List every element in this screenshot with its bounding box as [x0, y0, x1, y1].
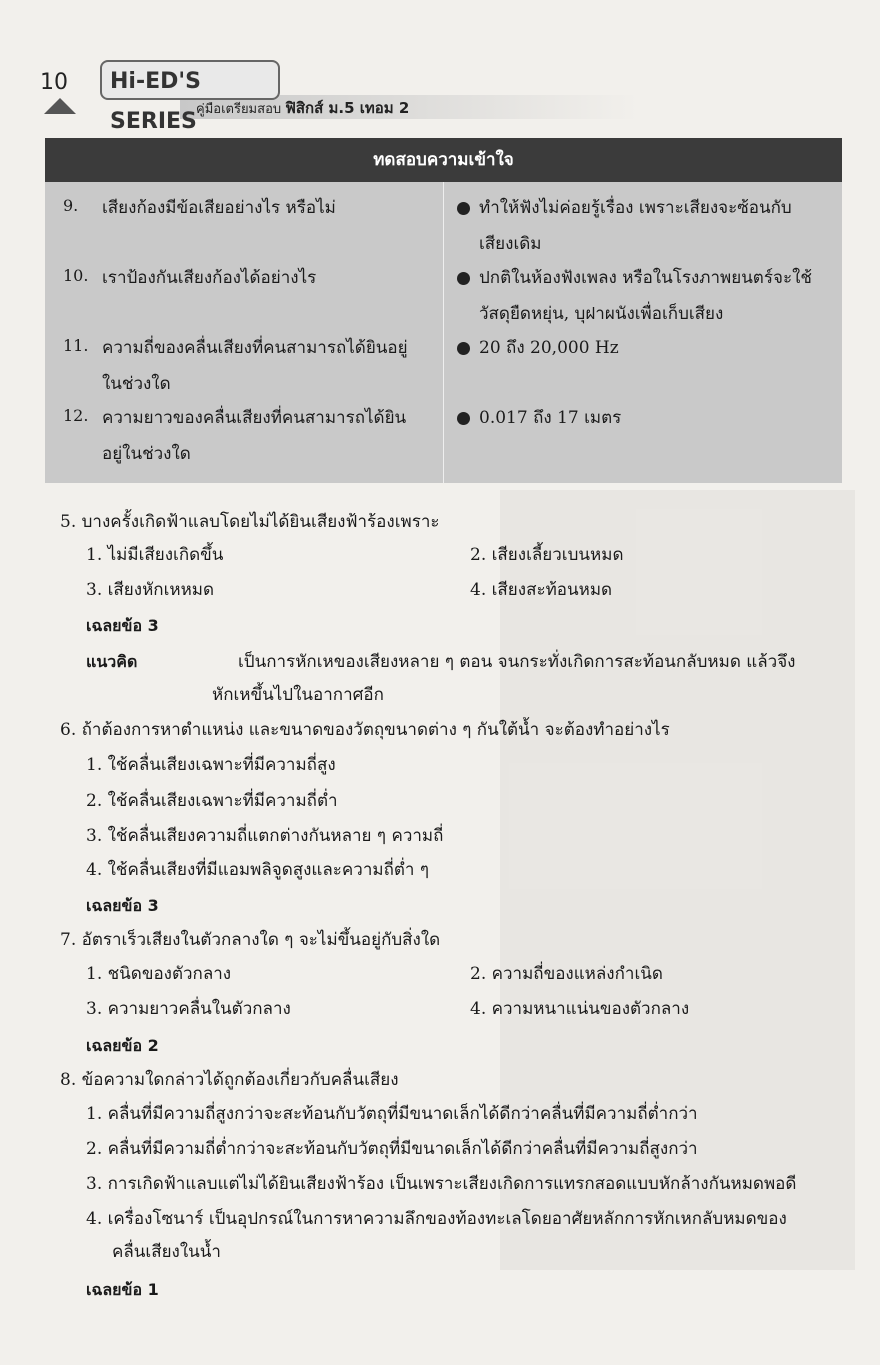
question-option: 3. เสียงหักเหหมด	[86, 580, 215, 600]
question-option: 4. ความหนาแน่นของตัวกลาง	[470, 999, 690, 1019]
quiz-box	[45, 138, 842, 483]
series-logo: Hi-ED'S SERIES	[100, 60, 280, 100]
answer-key: เฉลยข้อ 3	[86, 616, 159, 635]
question-stem: 5. บางครั้งเกิดฟ้าแลบโดยไม่ได้ยินเสียงฟ้าร้องเพราะ	[60, 512, 440, 532]
quiz-answer-line: วัสดุยืดหยุ่น, บุฝาผนังเพื่อเก็บเสียง	[479, 304, 724, 324]
question-option: 1. ไม่มีเสียงเกิดขึ้น	[86, 545, 224, 565]
quiz-question-line: อยู่ในช่วงใด	[102, 444, 191, 464]
bullet-icon	[457, 412, 470, 425]
question-option: 2. เสียงเลี้ยวเบนหมด	[470, 545, 624, 565]
quiz-question	[102, 190, 442, 226]
question-option: 4. เสียงสะท้อนหมด	[470, 580, 613, 600]
quiz-question-line: ในช่วงใด	[102, 374, 171, 394]
question-stem: 6. ถ้าต้องการหาตำแหน่ง และขนาดของวัตถุขนาดต่าง ๆ กันใต้น้ำ จะต้องทำอย่างไร	[60, 720, 670, 740]
question-option-continued: คลื่นเสียงในน้ำ	[112, 1242, 221, 1262]
quiz-answer-line: ทำให้ฟังไม่ค่อยรู้เรื่อง เพราะเสียงจะซ้อนกับ	[479, 198, 792, 218]
question-option: 2. ความถี่ของแหล่งกำเนิด	[470, 964, 663, 984]
quiz-answer-line: เสียงเดิม	[479, 234, 542, 254]
question-option: 3. ความยาวคลื่นในตัวกลาง	[86, 999, 291, 1019]
question-option: 3. ใช้คลื่นเสียงความถี่แตกต่างกันหลาย ๆ ความถี่	[86, 826, 444, 846]
quiz-question	[102, 260, 442, 296]
question-option: 1. ชนิดของตัวกลาง	[86, 964, 232, 984]
guide-text: หักเหขึ้นไปในอากาศอีก	[212, 685, 384, 705]
quiz-question	[102, 330, 442, 402]
question-stem: 7. อัตราเร็วเสียงในตัวกลางใด ๆ จะไม่ขึ้นอยู่กับสิ่งใด	[60, 930, 441, 950]
quiz-row-number: 12.	[63, 406, 89, 425]
quiz-heading: ทดสอบความเข้าใจ	[45, 138, 842, 182]
triangle-icon	[44, 98, 76, 114]
guide-text: เป็นการหักเหของเสียงหลาย ๆ ตอน จนกระทั่งเกิดการสะท้อนกลับหมด แล้วจึง	[238, 652, 796, 672]
quiz-question-line: ความยาวของคลื่นเสียงที่คนสามารถได้ยิน	[102, 408, 407, 428]
quiz-question-line: ความถี่ของคลื่นเสียงที่คนสามารถได้ยินอยู่	[102, 338, 408, 358]
question-option: 4. ใช้คลื่นเสียงที่มีแอมพลิจูดสูงและความถี่ต่ำ ๆ	[86, 860, 429, 880]
bullet-icon	[457, 272, 470, 285]
quiz-answer-line: ปกติในห้องฟังเพลง หรือในโรงภาพยนตร์จะใช้	[479, 268, 812, 288]
quiz-answer	[457, 400, 837, 436]
question-option: 3. การเกิดฟ้าแลบแต่ไม่ได้ยินเสียงฟ้าร้อง เป็นเพราะเสียงเกิดการแทรกสอดแบบหักล้างกันหมดพอดี	[86, 1174, 797, 1194]
quiz-answer-line: 0.017 ถึง 17 เมตร	[479, 408, 622, 428]
quiz-divider	[443, 182, 444, 483]
guide-label: แนวคิด	[86, 652, 138, 671]
quiz-row-number: 9.	[63, 196, 79, 215]
question-option: 2. ใช้คลื่นเสียงเฉพาะที่มีความถี่ต่ำ	[86, 791, 338, 811]
question-option: 4. เครื่องโซนาร์ เป็นอุปกรณ์ในการหาความลึกของท้องทะเลโดยอาศัยหลักการหักเหกลับหมดของ	[86, 1209, 787, 1229]
answer-key: เฉลยข้อ 3	[86, 896, 159, 915]
book-subtitle-prefix: คู่มือเตรียมสอบ	[196, 102, 282, 117]
quiz-answer	[457, 330, 837, 366]
quiz-answer	[457, 260, 837, 332]
question-option: 2. คลื่นที่มีความถี่ต่ำกว่าจะสะท้อนกับวัตถุที่มีขนาดเล็กได้ดีกว่าคลื่นที่มีความถี่สูงกว่า	[86, 1139, 698, 1159]
quiz-answer-line: 20 ถึง 20,000 Hz	[479, 338, 619, 358]
question-option: 1. ใช้คลื่นเสียงเฉพาะที่มีความถี่สูง	[86, 755, 336, 775]
quiz-question-line: เสียงก้องมีข้อเสียอย่างไร หรือไม่	[102, 198, 336, 218]
quiz-row-number: 10.	[63, 266, 89, 285]
quiz-question	[102, 400, 442, 472]
answer-key: เฉลยข้อ 1	[86, 1280, 159, 1299]
page-header	[0, 0, 880, 134]
book-subtitle-main: ฟิสิกส์ ม.5 เทอม 2	[285, 99, 410, 117]
quiz-row-number: 11.	[63, 336, 89, 355]
quiz-question-line: เราป้องกันเสียงก้องได้อย่างไร	[102, 268, 317, 288]
bullet-icon	[457, 342, 470, 355]
page-number: 10	[40, 70, 68, 95]
answer-key: เฉลยข้อ 2	[86, 1036, 159, 1055]
quiz-answer	[457, 190, 837, 262]
question-option: 1. คลื่นที่มีความถี่สูงกว่าจะสะท้อนกับวัตถุที่มีขนาดเล็กได้ดีกว่าคลื่นที่มีความถี่ต่ำกว่า	[86, 1104, 698, 1124]
question-stem: 8. ข้อความใดกล่าวได้ถูกต้องเกี่ยวกับคลื่นเสียง	[60, 1070, 399, 1090]
book-subtitle	[196, 96, 409, 120]
bullet-icon	[457, 202, 470, 215]
